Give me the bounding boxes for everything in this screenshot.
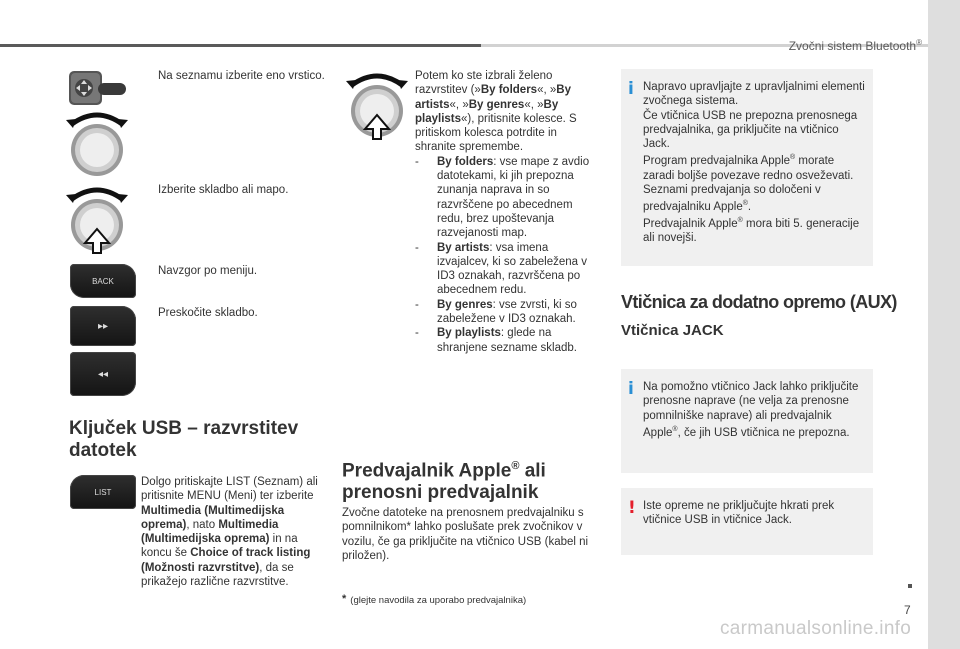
page-marker (908, 584, 912, 588)
control-text-skip: Preskočite skladbo. (158, 307, 258, 319)
watermark: carmanualsonline.info (720, 618, 912, 639)
list-item: - By playlists: glede na shranjene sezname skladb. (415, 326, 595, 355)
info-box-jack-text: Na pomožno vtičnico Jack lahko priključite prenosne naprave (ne velja za prenosne pomnilniške naprave) ali predvajalnik Apple®, če jih USB vtičnica ne prepozna. (643, 381, 859, 439)
control-text-select-line: Na seznamu izberite eno vrstico. (158, 70, 325, 82)
control-text-menu-up: Navzgor po meniju. (158, 265, 258, 277)
warning-icon: ! (628, 498, 636, 518)
info-box-apple-text: Napravo upravljajte z upravljalnimi elementi zvočnega sistema. Če vtičnica USB ne prepozna prenosnega predvajalnika, ga priključite na vtičnico Jack. Program predvajalnika Apple® morate zaradi boljše povezave redno osveževati. Seznami predvajanja so določeni v predvajalniku Apple®. Predvajalnik Apple® mora biti 5. generacije ali novejši. (643, 81, 865, 245)
control-text-select-track: Izberite skladbo ali mapo. (158, 184, 289, 196)
warning-box (621, 488, 873, 555)
section-title: Zvočni sistem Bluetooth® (788, 38, 922, 53)
list-item: - By artists: vsa imena izvajalcev, ki so zabeležena v ID3 oznakah, razvrščena po abecednem redu. (415, 241, 595, 298)
skip-back-key-icon: ◂◂ (70, 352, 136, 396)
list-item: - By genres: vse zvrsti, ki so zabeležene v ID3 oznakah. (415, 298, 595, 327)
aux-section-heading: Vtičnica za dodatno opremo (AUX) (621, 292, 897, 312)
sorting-options-list (415, 155, 595, 355)
usb-instructions: Dolgo pritiskajte LIST (Seznam) ali pritisnite MENU (Meni) ter izberite Multimedia (Multimedijska oprema), nato Multimedia (Multimedijska oprema) in na koncu še Choice of track listing (Možnosti razvrstitve), da se prikažejo različne razvrstitve. (141, 476, 318, 589)
info-icon: i (628, 379, 634, 399)
rotary-knob-turn-icon (62, 108, 132, 183)
usb-section-heading: Ključek USB – razvrstitev datotek (69, 418, 299, 461)
apple-section-text: Zvočne datoteke na prenosnem predvajalniku s pomnilnikom* lahko poslušate prek zvočnikov v vozilu, če ga priključite na vtičnico USB (kabel ni priložen). (342, 507, 589, 562)
warning-box-text: Iste opreme ne priključujte hkrati prek vtičnice USB in vtičnice Jack. (643, 500, 835, 527)
apple-section-heading: Predvajalnik Apple® ali prenosni predvajalnik (342, 460, 546, 504)
list-key-icon: LIST (70, 475, 136, 509)
rotary-knob-press-icon-2 (342, 69, 412, 146)
header-rule-dark (0, 44, 481, 47)
page-edge-strip (928, 0, 960, 649)
footnote: * (glejte navodila za uporabo predvajalnika) (342, 593, 527, 606)
info-box-apple (621, 69, 873, 266)
list-item: - By folders: vse mape z avdio datotekami, ki jih prepozna zunanja naprava in so razvrščene po abecednem redu, brez upoštevanja razvejanosti map. (415, 155, 595, 241)
skip-forward-key-icon: ▸▸ (70, 306, 136, 346)
info-box-jack (621, 369, 873, 473)
info-icon: i (628, 79, 634, 99)
jack-subheading: Vtičnica JACK (621, 322, 724, 339)
sorting-instructions: Potem ko ste izbrali želeno razvrstitev (»By folders«, »By artists«, »By genres«, »By playlists«), pritisnite kolesce. S pritiskom kolesca potrdite in shranite spremembe. - By folders: vse mape z avdio datotekami, ki jih prepozna zunanja naprava in so razvrščene po abecednem redu, brez upoštevanja razvejanosti map. - By artists: vsa imena izvajalcev, ki so zabeležena v ID3 oznakah, razvrščena po abecednem redu. - By genres: vse zvrsti, ki so zabeležene v ID3 oznakah. - By playlists: glede na shranjene sezname skladb. (415, 69, 595, 355)
back-key-icon: BACK (70, 264, 136, 298)
page-number: 7 (904, 603, 911, 617)
rotary-knob-press-icon (62, 183, 132, 260)
